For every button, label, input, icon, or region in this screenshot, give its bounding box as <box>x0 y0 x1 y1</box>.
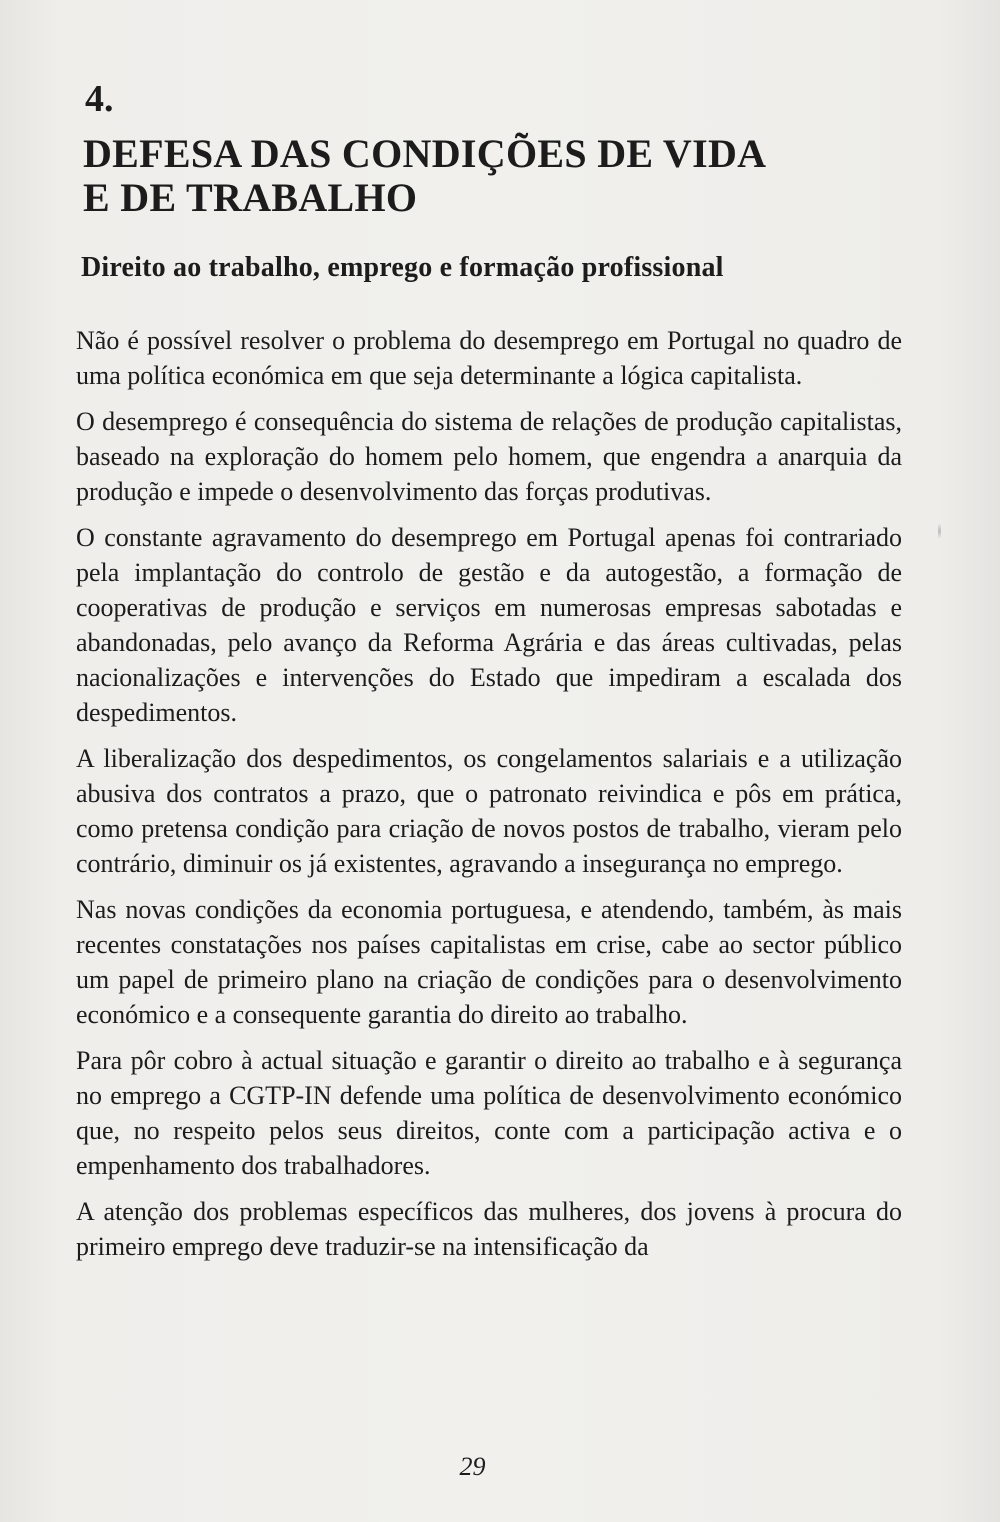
section-title-line-1: DEFESA DAS CONDIÇÕES DE VIDA <box>83 131 767 176</box>
paragraph-3: O constante agravamento do desemprego em Portugal apenas foi contrariado pela implantação do controlo de gestão e da autogestão, a formação de cooperativas de produção e serviços em numerosas empresas sabotadas e abandonadas, pelo avanço da Reforma Agrária e das áreas cultivadas, pelas nacionalizações e intervenções do Estado que impediram a escalada dos despedimentos. <box>76 523 902 727</box>
paper-speck <box>938 520 941 542</box>
paragraph-6: Para pôr cobro à actual situação e garantir o direito ao trabalho e à segurança no emprego a CGTP-IN defende uma política de desenvolvimento económico que, no respeito pelos seus direitos, conte com a participação activa e o empenhamento dos trabalhadores. <box>76 1046 902 1180</box>
page-number: 29 <box>459 1452 486 1481</box>
paragraph-1: Não é possível resolver o problema do desemprego em Portugal no quadro de uma política económica em que seja determinante a lógica capitalista. <box>76 326 902 390</box>
section-number: 4. <box>85 78 114 120</box>
paragraph-5: Nas novas condições da economia portuguesa, e atendendo, também, às mais recentes constatações nos países capitalistas em crise, cabe ao sector público um papel de primeiro plano na criação de condições para o desenvolvimento económico e a consequente garantia do direito ao trabalho. <box>76 895 902 1029</box>
subsection-title: Direito ao trabalho, emprego e formação profissional <box>81 252 724 283</box>
section-title <box>83 132 903 220</box>
section-title-line-2: E DE TRABALHO <box>83 175 418 220</box>
paragraph-2: O desemprego é consequência do sistema de relações de produção capitalistas, baseado na exploração do homem pelo homem, que engendra a anarquia da produção e impede o desenvolvimento das forças produtivas. <box>76 407 902 506</box>
body-text <box>76 323 902 1275</box>
paragraph-4: A liberalização dos despedimentos, os congelamentos salariais e a utilização abusiva dos contratos a prazo, que o patronato reivindica e pôs em prática, como pretensa condição para criação de novos postos de trabalho, vieram pelo contrário, diminuir os já existentes, agravando a insegurança no emprego. <box>76 744 902 878</box>
paragraph-7: A atenção dos problemas específicos das mulheres, dos jovens à procura do primeiro emprego deve traduzir-se na intensificação da <box>76 1197 902 1261</box>
